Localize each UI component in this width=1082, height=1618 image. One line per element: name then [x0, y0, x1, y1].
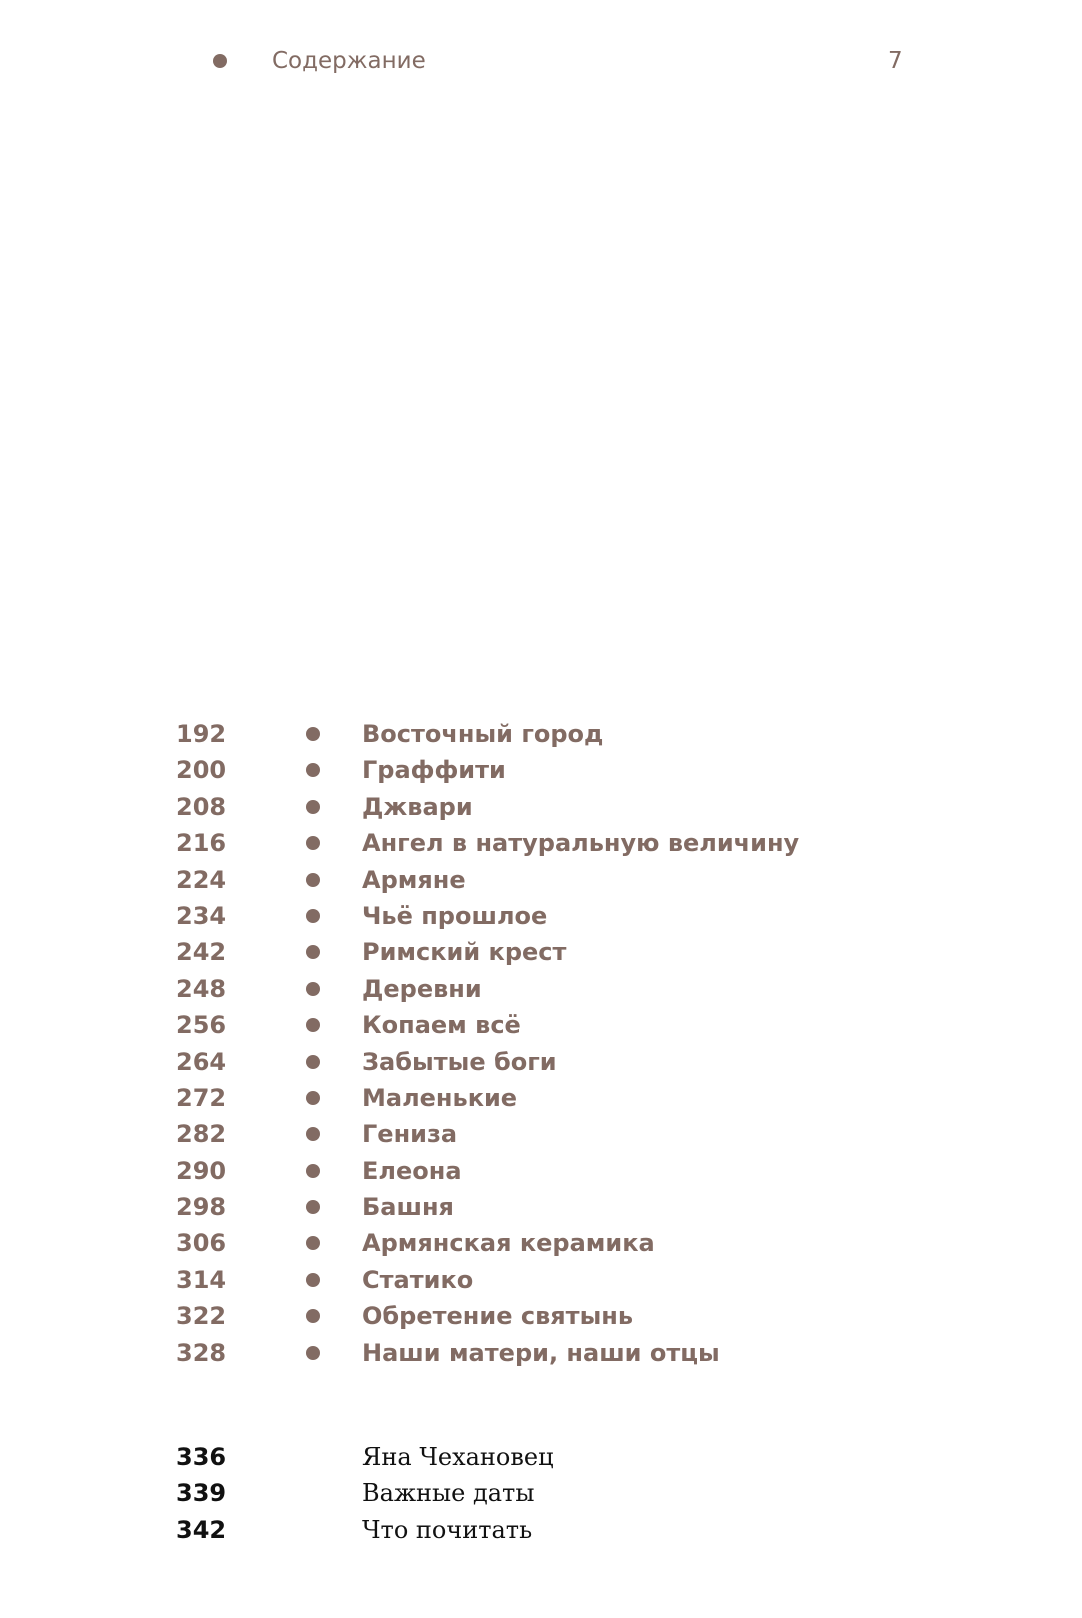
- toc-title: Римский крест: [362, 938, 567, 967]
- back-matter-title: Яна Чехановец: [362, 1443, 554, 1471]
- toc-entry[interactable]: [0, 898, 1082, 934]
- toc-title: Джвари: [362, 792, 473, 821]
- toc-title: Ангел в натуральную величину: [362, 829, 800, 858]
- bullet-icon: [306, 873, 320, 887]
- toc-title: Елеона: [362, 1156, 462, 1185]
- toc-entry[interactable]: [0, 934, 1082, 970]
- running-header: [0, 44, 1082, 78]
- toc-page-number: 290: [176, 1156, 227, 1185]
- toc-title: Армянская керамика: [362, 1229, 655, 1258]
- toc-page-number: 216: [176, 829, 227, 858]
- toc-entry[interactable]: [0, 1298, 1082, 1334]
- back-matter-page-number: 342: [176, 1515, 227, 1544]
- bullet-icon: [306, 1200, 320, 1214]
- bullet-icon: [306, 945, 320, 959]
- toc-title: Обретение святынь: [362, 1302, 634, 1331]
- toc-entry[interactable]: [0, 1007, 1082, 1043]
- back-matter-title: Что почитать: [362, 1515, 533, 1544]
- toc-page-number: 298: [176, 1193, 227, 1222]
- toc-page-number: 306: [176, 1229, 227, 1258]
- back-matter-entry[interactable]: [0, 1439, 1082, 1475]
- bullet-icon: [306, 763, 320, 777]
- toc-title: Гениза: [362, 1120, 458, 1149]
- toc-entry[interactable]: [0, 1225, 1082, 1261]
- bullet-icon: [306, 1164, 320, 1178]
- toc-entry[interactable]: [0, 789, 1082, 825]
- toc-page-number: 200: [176, 756, 227, 785]
- toc-page-number: 224: [176, 865, 227, 894]
- toc-entry[interactable]: [0, 862, 1082, 898]
- bullet-icon: [306, 1127, 320, 1141]
- bullet-icon: [213, 54, 227, 68]
- toc-entry[interactable]: [0, 1044, 1082, 1080]
- toc-title: Статико: [362, 1265, 474, 1294]
- toc-title: Чьё прошлое: [362, 901, 548, 930]
- bullet-icon: [306, 1309, 320, 1323]
- toc-entry[interactable]: [0, 971, 1082, 1007]
- toc-entry[interactable]: [0, 825, 1082, 861]
- back-matter-entry[interactable]: [0, 1512, 1082, 1548]
- table-of-contents: [0, 716, 1082, 1371]
- section-title: Содержание: [272, 48, 426, 74]
- toc-page-number: 256: [176, 1011, 227, 1040]
- toc-title: Армяне: [362, 865, 466, 894]
- toc-entry[interactable]: [0, 1116, 1082, 1152]
- bullet-icon: [306, 1236, 320, 1250]
- bullet-icon: [306, 727, 320, 741]
- back-matter-page-number: 336: [176, 1443, 227, 1471]
- toc-page-number: 248: [176, 974, 227, 1003]
- toc-title: Наши матери, наши отцы: [362, 1338, 720, 1367]
- toc-title: Маленькие: [362, 1083, 518, 1112]
- back-matter-entry[interactable]: [0, 1475, 1082, 1511]
- toc-page-number: 264: [176, 1047, 227, 1076]
- back-matter-list: [0, 1439, 1082, 1548]
- toc-page-number: 272: [176, 1083, 227, 1112]
- bullet-icon: [306, 909, 320, 923]
- toc-title: Забытые боги: [362, 1047, 557, 1076]
- bullet-icon: [306, 800, 320, 814]
- toc-title: Башня: [362, 1193, 454, 1222]
- bullet-icon: [306, 1055, 320, 1069]
- toc-page-number: 328: [176, 1338, 227, 1367]
- toc-page-number: 322: [176, 1302, 227, 1331]
- toc-page-number: 234: [176, 901, 227, 930]
- toc-page-number: 314: [176, 1265, 227, 1294]
- toc-entry[interactable]: [0, 1335, 1082, 1371]
- bullet-icon: [306, 982, 320, 996]
- toc-entry[interactable]: [0, 752, 1082, 788]
- toc-entry[interactable]: [0, 716, 1082, 752]
- toc-page-number: 282: [176, 1120, 227, 1149]
- toc-title: Копаем всё: [362, 1011, 521, 1040]
- back-matter-page-number: 339: [176, 1479, 227, 1508]
- back-matter-title: Важные даты: [362, 1479, 535, 1508]
- toc-title: Восточный город: [362, 720, 604, 748]
- toc-entry[interactable]: [0, 1189, 1082, 1225]
- bullet-icon: [306, 1091, 320, 1105]
- toc-page-number: 208: [176, 792, 227, 821]
- toc-entry[interactable]: [0, 1080, 1082, 1116]
- toc-title: Граффити: [362, 756, 506, 785]
- bullet-icon: [306, 1273, 320, 1287]
- toc-page-number: 192: [176, 720, 227, 748]
- toc-entry[interactable]: [0, 1153, 1082, 1189]
- toc-title: Деревни: [362, 974, 482, 1003]
- page-number: 7: [888, 48, 903, 74]
- toc-page-number: 242: [176, 938, 227, 967]
- bullet-icon: [306, 836, 320, 850]
- toc-entry[interactable]: [0, 1262, 1082, 1298]
- bullet-icon: [306, 1346, 320, 1360]
- bullet-icon: [306, 1018, 320, 1032]
